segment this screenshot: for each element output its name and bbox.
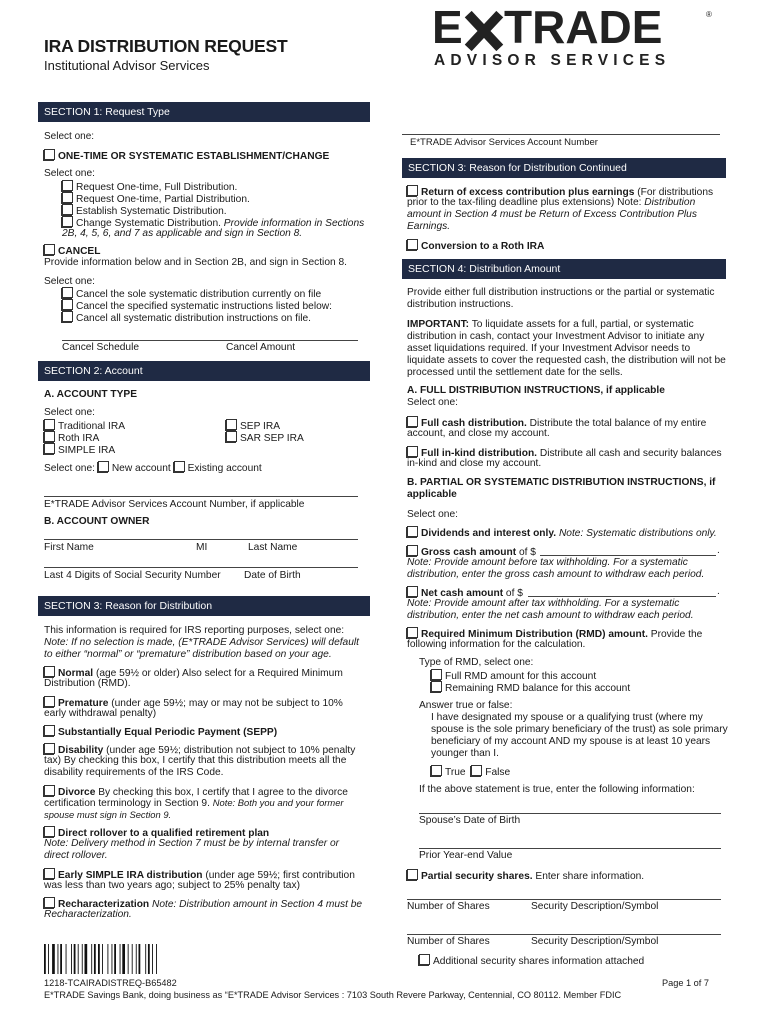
- section1-header: SECTION 1: Request Type: [38, 102, 370, 122]
- footer-company: E*TRADE Savings Bank, doing business as “E*TRADE Advisor Services : 7103 South Revere Parkway, Centennial, CO 80112. Member FDIC: [44, 990, 622, 1000]
- new-account-checkbox[interactable]: [98, 461, 109, 472]
- cancel-all[interactable]: [62, 311, 311, 325]
- opt-label: Change Systematic Distribution.: [76, 218, 224, 229]
- opt-desc: (under age 59½; first contribution: [202, 870, 355, 881]
- shares-row-1-field[interactable]: [407, 899, 721, 900]
- opt-note: Note: Systematic distributions only.: [556, 528, 717, 539]
- opt-partial-shares[interactable]: [407, 869, 644, 883]
- logo-x-icon: [464, 8, 504, 54]
- logo-e: E: [432, 1, 463, 53]
- dob-label: Date of Birth: [244, 570, 301, 581]
- right-account-number-label: E*TRADE Advisor Services Account Number: [410, 137, 598, 148]
- checkbox[interactable]: [407, 526, 418, 537]
- cancel-schedule-field[interactable]: [62, 340, 358, 341]
- account-number-label: E*TRADE Advisor Services Account Number, if applicable: [44, 499, 305, 510]
- opt-desc-2: following information for the calculation.: [407, 639, 586, 650]
- select-one-label-6: Select one:: [407, 509, 458, 520]
- checkbox[interactable]: [226, 431, 237, 442]
- opt-desc: (For distributions: [634, 187, 714, 198]
- checkbox[interactable]: [407, 239, 418, 250]
- registered-icon: ®: [706, 10, 712, 19]
- opt-desc: of $: [516, 547, 536, 558]
- opt-label: Full RMD amount for this account: [445, 671, 597, 682]
- page-subtitle: Institutional Advisor Services: [44, 58, 210, 73]
- s3-info: This information is required for IRS reporting purposes, select one:: [44, 625, 345, 636]
- opt-desc-2: tax) By checking this box, I certify that this distribution meets all the: [44, 755, 347, 766]
- s4-important: [407, 319, 694, 331]
- opt-note-2: Recharacterization.: [44, 909, 132, 920]
- opt-rmd-remaining[interactable]: [431, 681, 630, 695]
- opt-note: Note: Distribution amount in Section 4 must be: [149, 899, 363, 910]
- section2-header: SECTION 2: Account: [38, 361, 370, 381]
- opt-label: Direct rollover to a qualified retirement plan: [58, 828, 270, 839]
- true-label: True: [445, 767, 466, 778]
- s3-note-1: Note: If no selection is made, (E*TRADE Advisor Services) will default: [44, 637, 359, 648]
- cancel-label: CANCEL: [58, 246, 101, 257]
- opt-note-2: direct rollover.: [44, 850, 108, 861]
- net-note-2: distribution, enter the net cash amount to withdraw each period.: [407, 610, 694, 621]
- checkbox[interactable]: [62, 192, 73, 203]
- gross-note-2: distribution, enter the gross cash amount to withdraw each period.: [407, 569, 705, 580]
- opt-simple-ira[interactable]: [44, 443, 115, 457]
- partial-dist-heading: B. PARTIAL OR SYSTEMATIC DISTRIBUTION INSTRUCTIONS, if: [407, 477, 716, 488]
- section3-header: SECTION 3: Reason for Distribution: [38, 596, 370, 616]
- new-account-label: New account: [111, 463, 171, 474]
- checkbox[interactable]: [419, 954, 430, 965]
- onetime-checkbox[interactable]: [44, 149, 55, 160]
- opt-additional-attached[interactable]: [419, 954, 644, 968]
- false-label: False: [485, 767, 511, 778]
- checkbox[interactable]: [62, 299, 73, 310]
- opt-desc: (age 59½ or older) Also select for a Required Minimum: [93, 668, 343, 679]
- tf-text-4: younger than I.: [431, 748, 499, 759]
- select-one-label: Select one:: [44, 131, 95, 142]
- etrade-logo: [420, 1, 720, 74]
- checkbox[interactable]: [62, 311, 73, 322]
- opt-label: Return of excess contribution plus earnings: [421, 187, 635, 198]
- checkbox[interactable]: [431, 681, 442, 692]
- opt-label: Cancel the specified systematic instructions listed below:: [76, 301, 332, 312]
- opt-label: Cancel all systematic distribution instructions on file.: [76, 313, 311, 324]
- rmd-type-label: Type of RMD, select one:: [419, 657, 534, 668]
- opt-label: SEP IRA: [240, 421, 281, 432]
- net-amount-field[interactable]: [528, 596, 716, 597]
- existing-account-label: Existing account: [187, 463, 262, 474]
- checkbox[interactable]: [407, 416, 418, 427]
- opt-label: Substantially Equal Periodic Payment (SEPP): [58, 727, 278, 738]
- checkbox[interactable]: [407, 545, 418, 556]
- opt-label: Early SIMPLE IRA distribution: [58, 870, 203, 881]
- mi-label: MI: [196, 542, 208, 553]
- select-one-label-5: Select one:: [407, 397, 458, 408]
- opt-label: Conversion to a Roth IRA: [421, 241, 545, 252]
- account-owner-heading: B. ACCOUNT OWNER: [44, 516, 150, 527]
- page-number: Page 1 of 7: [662, 978, 709, 988]
- logo-trade: TRADE: [504, 1, 663, 53]
- true-false-label: Answer true or false:: [419, 700, 513, 711]
- opt-label: Roth IRA: [58, 433, 100, 444]
- s3-note-2: to either “normal” or “premature” distribution based on your age.: [44, 649, 332, 660]
- opt-note-2: 2B, 4, 5, 6, and 7 as applicable and sign in Section 8.: [62, 228, 303, 239]
- account-type-heading: A. ACCOUNT TYPE: [44, 389, 138, 400]
- opt-sar-sep-ira[interactable]: [226, 431, 304, 445]
- section4-header: SECTION 4: Distribution Amount: [402, 259, 726, 279]
- prior-value-field[interactable]: [419, 848, 721, 849]
- cancel-schedule-label: Cancel Schedule: [62, 342, 140, 353]
- select-one-label-3: Select one:: [44, 276, 95, 287]
- shares-row-2-field[interactable]: [407, 934, 721, 935]
- checkbox[interactable]: [62, 287, 73, 298]
- full-dist-heading: A. FULL DISTRIBUTION INSTRUCTIONS, if applicable: [407, 385, 665, 396]
- opt-label: Traditional IRA: [58, 421, 125, 432]
- opt-label: Request One-time, Partial Distribution.: [76, 194, 250, 205]
- opt-label: Request One-time, Full Distribution.: [76, 182, 238, 193]
- opt-label: Remaining RMD balance for this account: [445, 683, 631, 694]
- opt-label: Premature: [58, 698, 109, 709]
- checkbox[interactable]: [44, 419, 55, 430]
- security-desc-label-2: Security Description/Symbol: [531, 936, 659, 947]
- opt-label: Additional security shares information attached: [433, 956, 645, 967]
- opt-desc: By checking this box, I certify that I agree to the divorce: [95, 787, 348, 798]
- opt-desc: Distribute the total balance of my entire: [526, 418, 707, 429]
- true-checkbox[interactable]: [431, 765, 442, 776]
- checkbox[interactable]: [407, 446, 418, 457]
- opt-label: Cancel the sole systematic distribution currently on file: [76, 289, 322, 300]
- checkbox[interactable]: [62, 204, 73, 215]
- partial-dist-heading-2: applicable: [407, 489, 457, 500]
- checkbox[interactable]: [431, 669, 442, 680]
- opt-desc-2: in-kind and close my account.: [407, 458, 542, 469]
- period-mark: .: [717, 586, 720, 597]
- opt-label: SIMPLE IRA: [58, 445, 116, 456]
- select-one-label-4: Select one:: [44, 407, 95, 418]
- select-one-inline: Select one:: [44, 463, 95, 474]
- prior-value-label: Prior Year-end Value: [419, 850, 513, 861]
- opt-desc-2a: certification terminology in Section 9.: [44, 798, 213, 809]
- right-account-number-field[interactable]: [402, 134, 720, 135]
- opt-desc: Distribute all cash and security balances: [537, 448, 722, 459]
- opt-note: Provide information in Sections: [223, 218, 365, 229]
- gross-amount-field[interactable]: [540, 555, 716, 556]
- opt-dividends-interest[interactable]: [407, 526, 717, 540]
- cancel-amount-label: Cancel Amount: [226, 342, 296, 353]
- checkbox[interactable]: [44, 431, 55, 442]
- opt-desc-2: account, and close my account.: [407, 428, 550, 439]
- opt-label: Establish Systematic Distribution.: [76, 206, 227, 217]
- checkbox[interactable]: [407, 185, 418, 196]
- checkbox[interactable]: [44, 725, 55, 736]
- form-code: 1218-TCAIRADISTREQ-B65482: [44, 978, 177, 988]
- opt-note: Note: Delivery method in Section 7 must be by internal transfer or: [44, 838, 340, 849]
- account-number-field[interactable]: [44, 496, 358, 497]
- opt-note-2: amount in Section 4 must be Return of Excess Contribution Plus: [407, 209, 697, 220]
- shares-label-2: Number of Shares: [407, 936, 490, 947]
- checkbox[interactable]: [44, 826, 55, 837]
- s4-info-1: Provide either full distribution instructions or the partial or systematic: [407, 287, 715, 298]
- important-text-2: distribution in cash, contact your Investment Advisor to initiate any: [407, 331, 705, 342]
- opt-desc: of $: [503, 588, 523, 599]
- existing-account-checkbox[interactable]: [174, 461, 185, 472]
- checkbox[interactable]: [62, 180, 73, 191]
- opt-note: Distribution: [644, 197, 696, 208]
- section3-continued-header: SECTION 3: Reason for Distribution Continued: [402, 158, 726, 178]
- important-text: To liquidate assets for a full, partial, or systematic: [469, 319, 694, 330]
- checkbox[interactable]: [44, 785, 55, 796]
- tf-text-1: I have designated my spouse or a qualifying trust (where my: [431, 712, 703, 723]
- first-name-label: First Name: [44, 542, 94, 553]
- opt-desc: (under age 59½; distribution not subject to 10% penalty: [103, 745, 356, 756]
- checkbox[interactable]: [226, 419, 237, 430]
- opt-desc-2: was less than two years ago; subject to 25% penalty tax): [44, 880, 300, 891]
- false-checkbox[interactable]: [471, 765, 482, 776]
- opt-sepp[interactable]: [44, 725, 277, 739]
- logo-subtitle: ADVISOR SERVICES: [434, 52, 671, 69]
- tf-text-3: beneficiary of my account AND my spouse is at least 10 years: [431, 736, 711, 747]
- opt-label: Required Minimum Distribution (RMD) amount.: [421, 629, 648, 640]
- cancel-option[interactable]: [44, 244, 100, 258]
- opt-desc: Provide the: [647, 629, 703, 640]
- opt-note-2: spouse must sign in Section 9.: [44, 809, 172, 820]
- opt-desc-2a: prior to the tax-filing deadline plus extensions) Note:: [407, 197, 645, 208]
- opt-label: Divorce: [58, 787, 96, 798]
- onetime-option[interactable]: [44, 149, 329, 163]
- cancel-info: Provide information below and in Section 2B, and sign in Section 8.: [44, 257, 347, 268]
- opt-label: Full in-kind distribution.: [421, 448, 538, 459]
- tf-options: [431, 765, 510, 779]
- checkbox[interactable]: [44, 868, 55, 879]
- opt-desc-2: early withdrawal penalty): [44, 708, 157, 719]
- checkbox[interactable]: [44, 443, 55, 454]
- important-label: IMPORTANT:: [407, 319, 470, 330]
- cancel-checkbox[interactable]: [44, 244, 55, 255]
- ssn-label: Last 4 Digits of Social Security Number: [44, 570, 221, 581]
- checkbox[interactable]: [62, 216, 73, 227]
- checkbox[interactable]: [407, 586, 418, 597]
- opt-label: Disability: [58, 745, 104, 756]
- opt-label: Partial security shares.: [421, 871, 533, 882]
- important-text-5: processed until the settlement date for the sells.: [407, 367, 623, 378]
- spouse-dob-label: Spouse’s Date of Birth: [419, 815, 521, 826]
- shares-label-1: Number of Shares: [407, 901, 490, 912]
- tf-text-2: spouse is the sole primary beneficiary of the trust) as sole primary: [431, 724, 728, 735]
- security-desc-label-1: Security Description/Symbol: [531, 901, 659, 912]
- spouse-dob-field[interactable]: [419, 813, 721, 814]
- opt-label: Net cash amount: [421, 588, 504, 599]
- important-text-4: liquidate assets to cover the requested cash, the distribution will not be: [407, 355, 726, 366]
- last-name-label: Last Name: [248, 542, 298, 553]
- account-new-existing: [44, 461, 262, 475]
- s4-info-2: distribution instructions.: [407, 299, 514, 310]
- opt-roth-conversion[interactable]: [407, 239, 544, 253]
- opt-label: Gross cash amount: [421, 547, 517, 558]
- checkbox[interactable]: [407, 869, 418, 880]
- opt-desc: (under age 59½; may or may not be subject to 10%: [108, 698, 343, 709]
- barcode: [44, 944, 204, 974]
- select-one-label-2: Select one:: [44, 168, 95, 179]
- opt-desc-2: [407, 197, 695, 209]
- opt-label: Dividends and interest only.: [421, 528, 557, 539]
- opt-label: Normal: [58, 668, 94, 679]
- opt-desc-2: Distribution (RMD).: [44, 678, 131, 689]
- onetime-label: ONE-TIME OR SYSTEMATIC ESTABLISHMENT/CHANGE: [58, 151, 330, 162]
- checkbox[interactable]: [44, 666, 55, 677]
- checkbox[interactable]: [44, 696, 55, 707]
- important-text-3: asset liquidations required. If your Investment Advisor needs to: [407, 343, 691, 354]
- opt-note: Note: Both you and your former: [212, 797, 344, 808]
- checkbox[interactable]: [44, 897, 55, 908]
- page-title: IRA DISTRIBUTION REQUEST: [44, 36, 288, 56]
- checkbox[interactable]: [407, 627, 418, 638]
- if-true-label: If the above statement is true, enter the following information:: [419, 784, 695, 795]
- owner-name-field[interactable]: [44, 539, 358, 540]
- period-mark: .: [717, 545, 720, 556]
- checkbox[interactable]: [44, 743, 55, 754]
- gross-note-1: Note: Provide amount before tax withholding. For a systematic: [407, 557, 688, 568]
- ssn-dob-field[interactable]: [44, 567, 358, 568]
- opt-desc: Enter share information.: [532, 871, 645, 882]
- opt-label: Full cash distribution.: [421, 418, 527, 429]
- opt-note-3: Earnings.: [407, 221, 451, 232]
- net-note-1: Note: Provide amount after tax withholding. For a systematic: [407, 598, 680, 609]
- opt-label: Recharacterization: [58, 899, 150, 910]
- opt-label: SAR SEP IRA: [240, 433, 304, 444]
- opt-desc-3: disability requirements of the IRS Code.: [44, 767, 224, 778]
